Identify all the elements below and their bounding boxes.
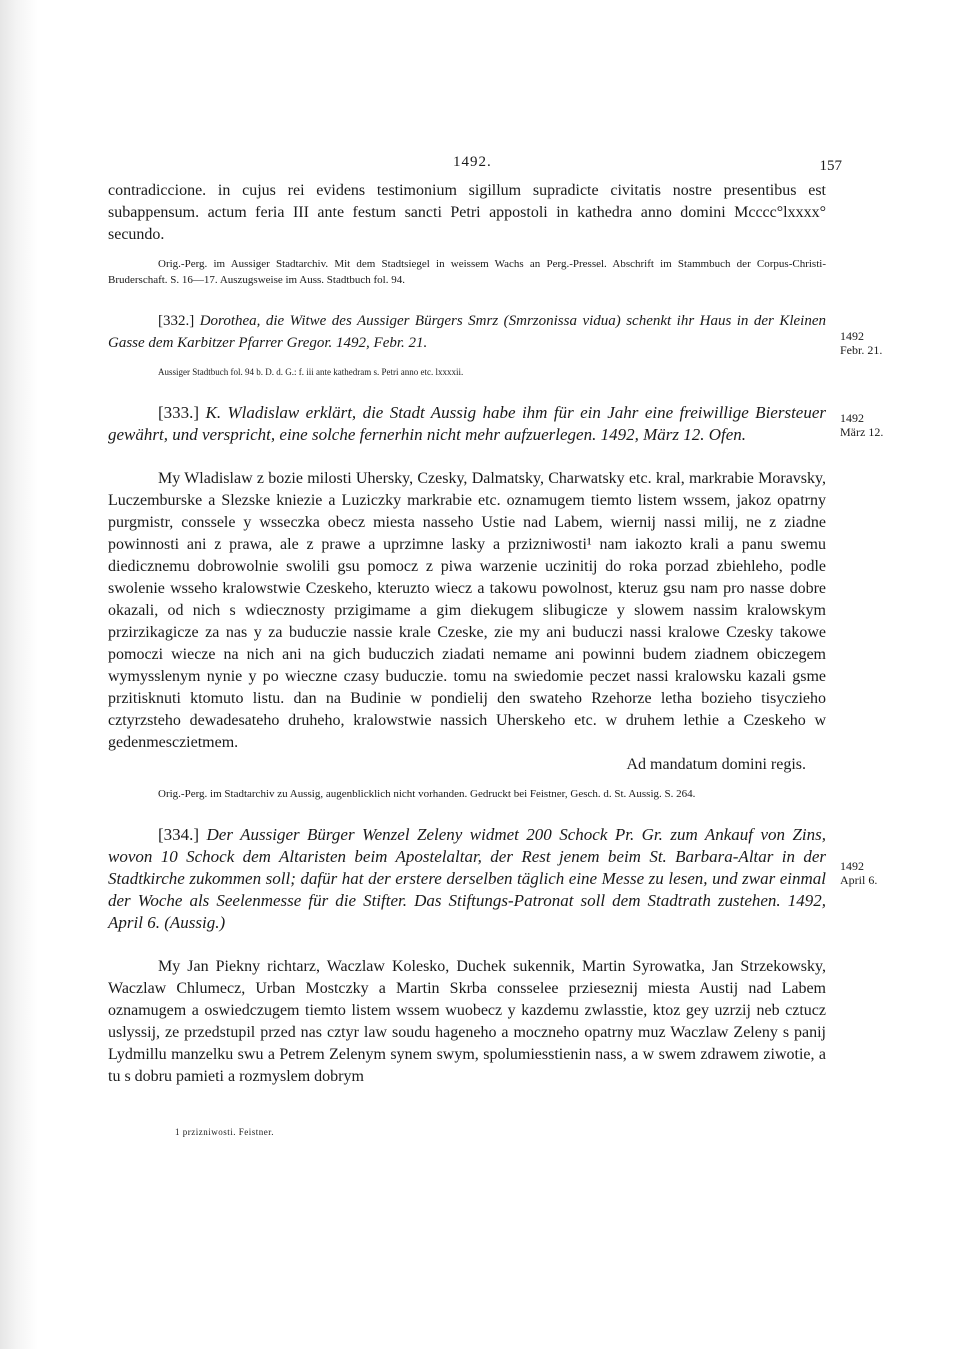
- doc-333-number: [333.]: [158, 403, 200, 422]
- margin-date-333: März 12.: [840, 425, 884, 439]
- doc-334-regest-text: Der Aussiger Bürger Wenzel Zeleny widmet 200 Schock Pr. Gr. zum Ankauf von Zins, wovon 10 Schock dem Altaristen beim Apostelaltar, der Rest jenem beim St. Barbara-Altar in der Stadtkirche zukommen soll; dafür hat der erstere derselben täglich eine Messe zu lesen, und zwar einmal der Woche als Seelenmesse für die Stifter. Das Stiftungs-Patronat soll dem Stadtrath zustehen. 1492, April 6. (Aussig.): [108, 825, 827, 932]
- doc-334-regest: [108, 824, 826, 934]
- scan-edge: [0, 0, 38, 1349]
- doc-333-text: My Wladislaw z bozie milosti Uhersky, Czesky, Dalmatsky, Charwatsky etc. kral, markrabie Moravsky, Luczemburske a Slezske kniezie a Luziczky markrabie etc. oznamugem tiemto listem wssem, jakoz opatrny purgmistr, conssele y wsseczka obecz miesta nasseho Ustie nad Labem, wiernij nassi milij, ne z ziadne powinnosti ani z prawa, ale z prawe a uprzimne lasky a przizniwosti¹ nam iakozto krali a panu swemu diedicznemu dobrowolnie swolili gsu pomocz z piwa warzenie uczinitij do roka porzad zbiehleho, podle swolenie wsseho kralowstwie Czeskeho, kteruzto wiecz a takowu powolnost, kteruz gsu nam pro nasse dobre okazali, od nich s wdiecznosty przigimame a gim diekugem slibugicze y slowem nassim kralowskym przirzikagicze za nas y za buduczie nassie krale Czeske, zie my ani buduczi nassi kralowe Czesky takowe pomoczi wiecze na nich ani na gich buduczich ziadati nemame ani powinni budem ziadnem obiczegem wymysslenym nynie y po wieczne czasy buduczie. tomu na swiedomie peczet nassi kralowsku kazali gsme przitisknuti ktomuto listu. dan na Budinie w pondielij den swateho Rzehorze letha bozieho tisyczieho cztyrzsteho dewadesateho druheho, kralowstwie nassich Uherskeho etc. w druhem lethie a Czeskeho w gedenmesczietmem.: [108, 470, 826, 751]
- margin-note-332: [840, 329, 910, 357]
- running-head: [108, 150, 842, 180]
- doc-333-regest: [108, 402, 826, 446]
- margin-year-332: 1492: [840, 329, 864, 343]
- top-source-note: Orig.-Perg. im Aussiger Stadtarchiv. Mit dem Stadtsiegel in weissem Wachs an Perg.-Pressel. Abschrift im Stammbuch der Corpus-Christi-Bruderschaft. S. 16—17. Auszugsweise im Auss. Stadtbuch fol. 94.: [108, 258, 826, 286]
- margin-year-333: 1492: [840, 411, 864, 425]
- doc-333-regest-text: K. Wladislaw erklärt, die Stadt Aussig habe ihm für ein Jahr eine freiwillige Biersteuer gewährt, und verspricht, eine solche fernerhin nicht mehr aufzuerlegen. 1492, März 12. Ofen.: [108, 403, 826, 444]
- margin-date-332: Febr. 21.: [840, 343, 883, 357]
- doc-334-number: [334.]: [158, 825, 200, 844]
- doc-333-closing: Ad mandatum domini regis.: [626, 756, 806, 773]
- running-head-year: 1492.: [453, 154, 492, 170]
- margin-year-334: 1492: [840, 859, 864, 873]
- top-paragraph: contradiccione. in cujus rei evidens testimonium sigillum supradicte civitatis nostre presentibus est subappensum. actum feria III ante festum sancti Petri appostoli in kathedra anno domini Mcccc°lxxxx° secundo.: [108, 182, 826, 243]
- doc-332-number: [332.]: [158, 313, 195, 329]
- doc-332-regest-text: Dorothea, die Witwe des Aussiger Bürgers Smrz (Smrzonissa vidua) schenkt ihr Haus in der Kleinen Gasse dem Karbitzer Pfarrer Gregor. 1492, Febr. 21.: [108, 313, 827, 351]
- margin-note-333: [840, 411, 910, 439]
- page-body: [108, 150, 842, 1088]
- footnote: 1 przizniwosti. Feistner.: [175, 1127, 274, 1137]
- page-number: 157: [819, 158, 842, 174]
- margin-note-334: [840, 859, 910, 887]
- doc-332-source: Aussiger Stadtbuch fol. 94 b. D. d. G.: f. iii ante kathedram s. Petri anno etc. lxxxxii.: [158, 367, 464, 377]
- doc-332-regest: [108, 310, 826, 354]
- doc-334-text: My Jan Piekny richtarz, Waczlaw Kolesko, Duchek sukennik, Martin Syrowatka, Jan Strzekowsky, Waczlaw Chlumecz, Urban Mostczky a Martin Skrba consselee przieseznij miesta Austij nad Labem oznamugem a oswiedczugem tiemto listem wssem wuobecz y kazdemu zwlasstie, ktoz gey uzrzij neb cztucz uslyssij, ze przedstupil przed nas cztyr law soudu hageneho a moczneho opatrny muz Waczlaw Zeleny s panij Lydmillu manzelku swu a Petrem Zelenym synem swym, spolumiesstienin nass, a w swem zdrawem ziwotie, a tu s dobru pamieti a rozmyslem dobrym: [108, 958, 826, 1085]
- doc-333-source: Orig.-Perg. im Stadtarchiv zu Aussig, augenblicklich nicht vorhanden. Gedruckt bei Feistner, Gesch. d. St. Aussig. S. 264.: [158, 788, 696, 800]
- margin-date-334: April 6.: [840, 873, 878, 887]
